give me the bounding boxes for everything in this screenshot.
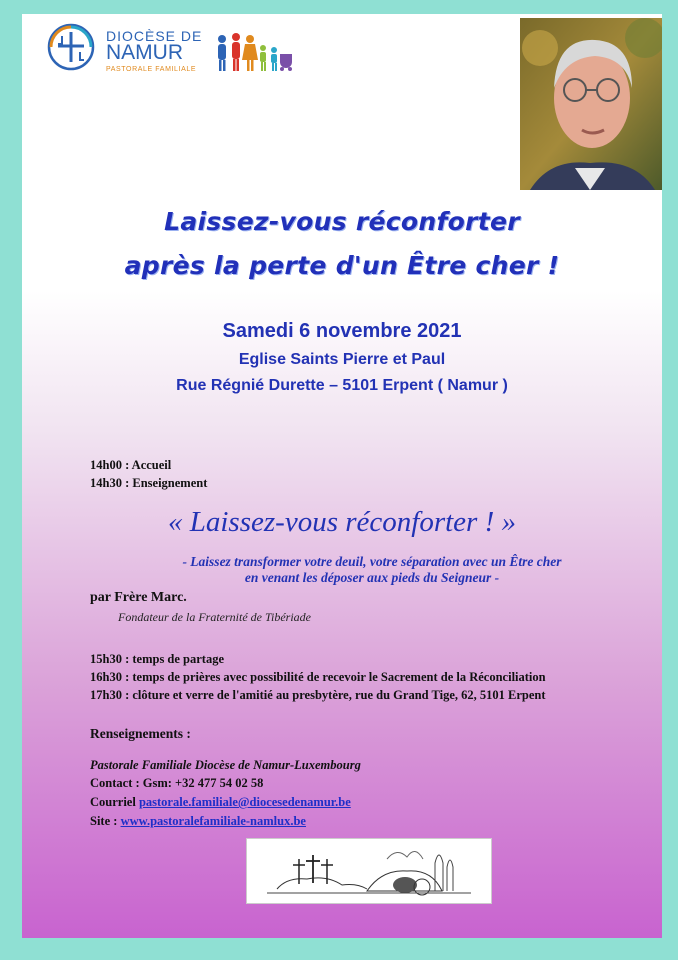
diocese-logo: [46, 20, 296, 82]
speaker-name: par Frère Marc.: [90, 590, 187, 605]
info-contact: Contact : Gsm: +32 477 54 02 58: [90, 776, 264, 790]
diocese-cross-icon: [46, 22, 96, 72]
logo-line-1: DIOCÈSE DE: [106, 28, 203, 44]
site-label: Site :: [90, 814, 121, 828]
program-item-welcome: 14h00 : Accueil: [90, 458, 172, 472]
teaching-subtitle-2: en venant les déposer aux pieds du Seigneur -: [244, 570, 500, 585]
program-item-teaching: 14h30 : Enseignement: [90, 476, 208, 490]
event-address: Rue Régnié Durette – 5101 Erpent ( Namur ): [176, 377, 508, 394]
info-organization: Pastorale Familiale Diocèse de Namur-Luxembourg: [90, 758, 361, 772]
info-email-row: [90, 795, 351, 810]
email-label: Courriel: [90, 795, 139, 809]
website-link[interactable]: www.pastoralefamiliale-namlux.be: [120, 814, 306, 828]
program-item-closing: 17h30 : clôture et verre de l'amitié au presbytère, rue du Grand Tige, 62, 5101 Erpent: [90, 688, 546, 702]
teaching-subtitle-1: - Laissez transformer votre deuil, votre séparation avec un Être cher: [182, 554, 562, 569]
program-item-prayer: 16h30 : temps de prières avec possibilité de recevoir le Sacrement de la Réconciliation: [90, 670, 546, 684]
event-date: Samedi 6 novembre 2021: [222, 320, 462, 342]
event-church: Eglise Saints Pierre et Paul: [238, 351, 446, 368]
calvary-tomb-drawing: [246, 838, 492, 904]
info-site-row: [90, 814, 306, 829]
email-link[interactable]: pastorale.familiale@diocesedenamur.be: [138, 795, 351, 809]
family-figures-icon: [212, 32, 294, 72]
info-heading: Renseignements :: [90, 726, 191, 741]
main-title-line-1: Laissez-vous réconforter: [164, 207, 520, 236]
speaker-role: Fondateur de la Fraternité de Tibériade: [118, 610, 311, 624]
main-title-line-2: après la perte d'un Être cher !: [124, 251, 560, 280]
flyer-page: [22, 14, 662, 938]
speaker-photo: [520, 18, 662, 190]
teaching-title: « Laissez-vous réconforter ! »: [168, 506, 516, 538]
program-item-sharing: 15h30 : temps de partage: [90, 652, 225, 666]
logo-line-3: PASTORALE FAMILIALE: [106, 66, 197, 73]
logo-line-2: NAMUR: [106, 41, 183, 64]
